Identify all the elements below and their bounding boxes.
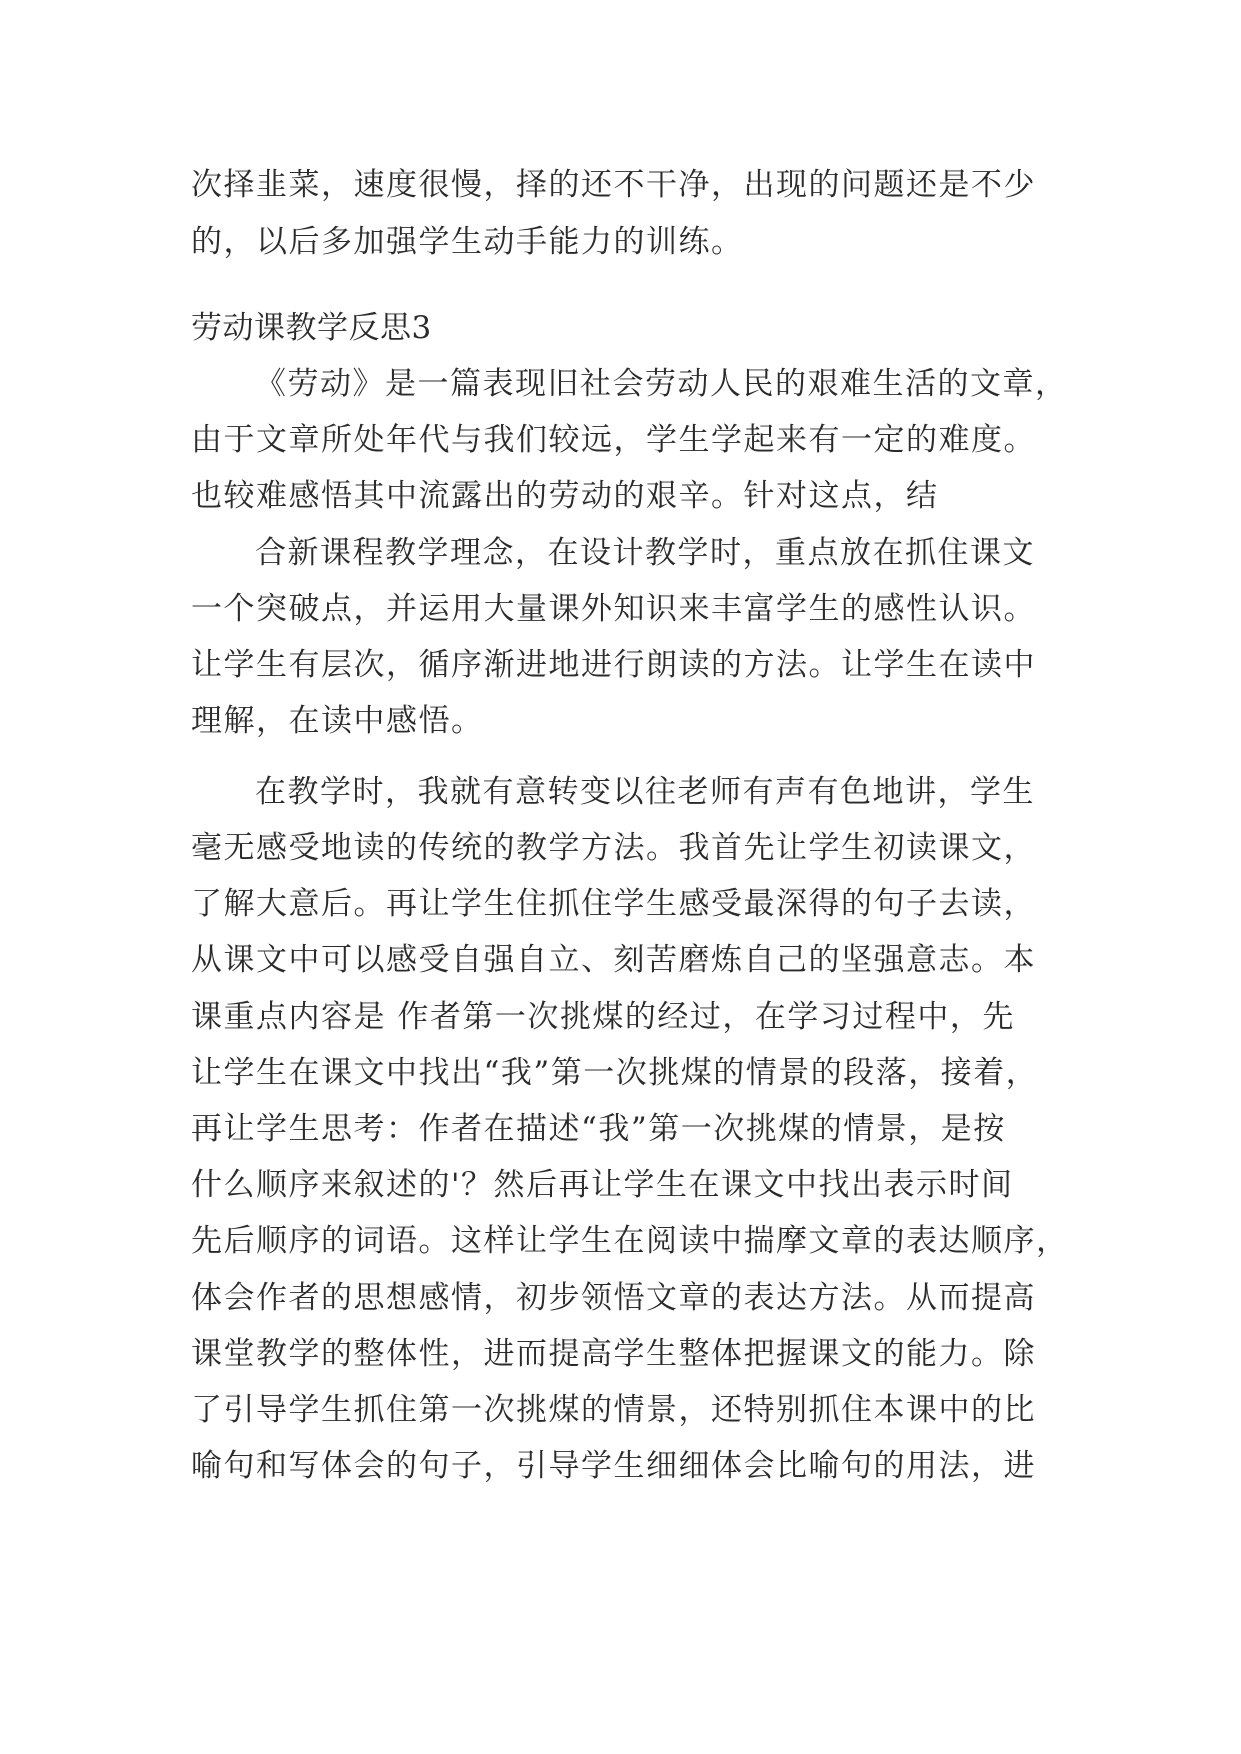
- paragraph-line: 体会作者的思想感情，初步领悟文章的表达方法。从而提高: [191, 1280, 1036, 1316]
- paragraph-line: 也较难感悟其中流露出的劳动的艰辛。针对这点，结: [191, 478, 939, 514]
- paragraph-line: 理解，在读中感悟。: [191, 703, 484, 739]
- paragraph-line: 合新课程教学理念，在设计教学时，重点放在抓住课文: [255, 535, 1035, 571]
- paragraph-line: 一个突破点，并运用大量课外知识来丰富学生的感性认识。: [191, 591, 1036, 627]
- paragraph-line: 课堂教学的整体性，进而提高学生整体把握课文的能力。除: [191, 1336, 1036, 1372]
- paragraph-line: 什么顺序来叙述的'？然后再让学生在课文中找出表示时间: [191, 1167, 1014, 1203]
- paragraph-line: 了解大意后。再让学生住抓住学生感受最深得的句子去读，: [191, 886, 1036, 922]
- paragraph-line: 让学生有层次，循序渐进地进行朗读的方法。让学生在读中: [191, 647, 1036, 683]
- paragraph-line: 在教学时，我就有意转变以往老师有声有色地讲，学生: [255, 774, 1035, 810]
- paragraph-line: 再让学生思考：作者在描述“我”第一次挑煤的情景，是按: [191, 1111, 1006, 1147]
- paragraph-line: 课重点内容是 作者第一次挑煤的经过，在学习过程中，先: [191, 999, 1015, 1035]
- intro-line-1: 次择韭菜，速度很慢，择的还不干净，出现的问题还是不少: [191, 167, 1036, 203]
- paragraph-line: 《劳动》是一篇表现旧社会劳动人民的艰难生活的文章，: [255, 366, 1068, 402]
- intro-line-2: 的，以后多加强学生动手能力的训练。: [191, 224, 744, 260]
- paragraph-line: 由于文章所处年代与我们较远，学生学起来有一定的难度。: [191, 422, 1036, 458]
- paragraph-line: 从课文中可以感受自强自立、刻苦磨炼自己的坚强意志。本: [191, 942, 1036, 978]
- paragraph-line: 先后顺序的词语。这样让学生在阅读中揣摩文章的表达顺序，: [191, 1223, 1069, 1259]
- paragraph-line: 了引导学生抓住第一次挑煤的情景，还特别抓住本课中的比: [191, 1392, 1036, 1428]
- paragraph-line: 喻句和写体会的句子，引导学生细细体会比喻句的用法，进: [191, 1448, 1036, 1484]
- paragraph-line: 毫无感受地读的传统的教学方法。我首先让学生初读课文，: [191, 830, 1036, 866]
- paragraph-line: 让学生在课文中找出“我”第一次挑煤的情景的段落，接着，: [191, 1055, 1039, 1091]
- section-title: 劳动课教学反思3: [191, 310, 432, 346]
